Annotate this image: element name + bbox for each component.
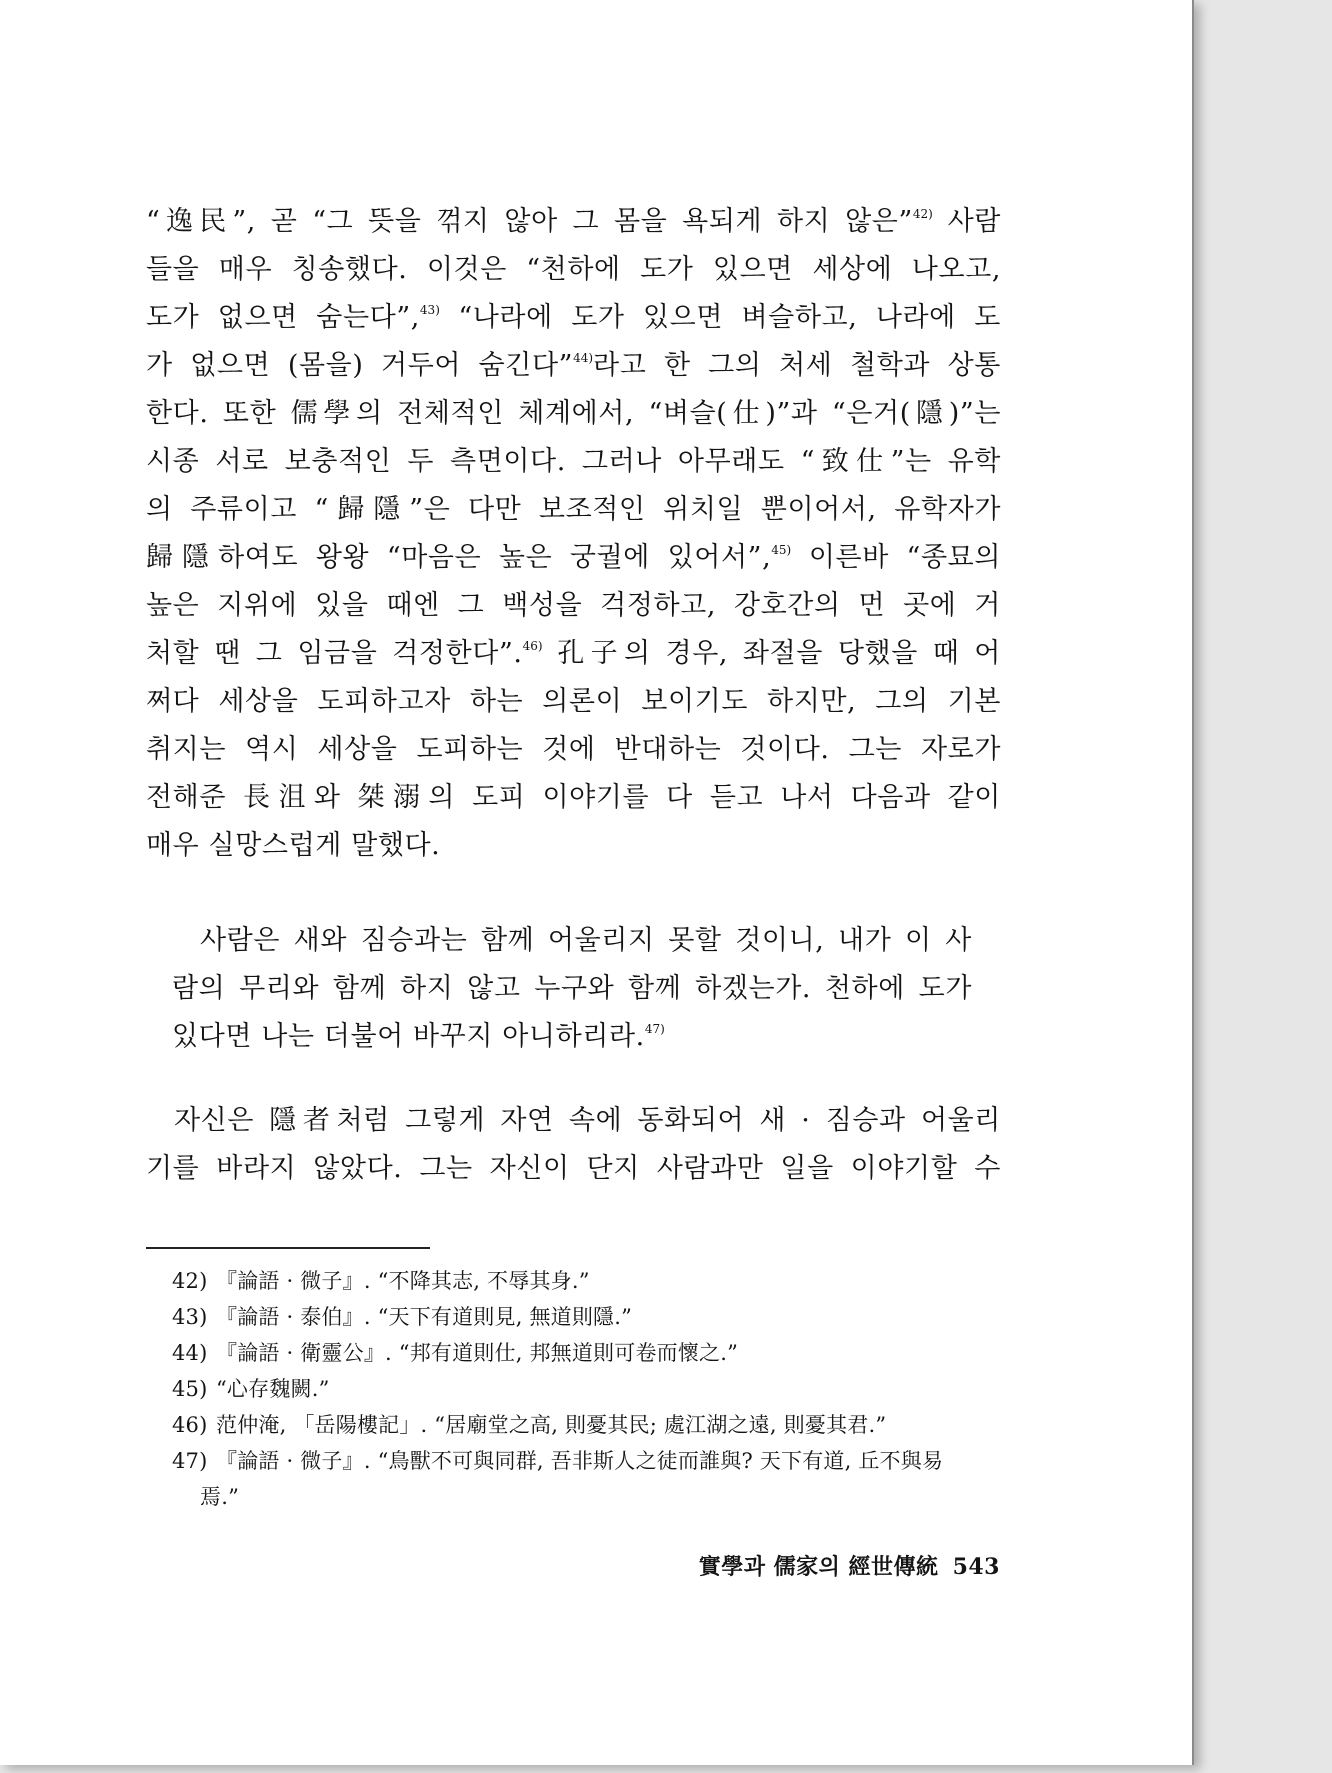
text-line: 취지는 역시 세상을 도피하는 것에 반대하는 것이다. 그는 자로가: [146, 734, 1001, 765]
running-footer: [699, 1550, 1000, 1581]
quote-line: 람의 무리와 함께 하지 않고 누구와 함께 하겠는가. 천하에 도가: [172, 973, 972, 1004]
text-line: 매우 실망스럽게 말했다.: [146, 830, 441, 861]
block-quote: [172, 917, 972, 1061]
footnote-separator: [146, 1247, 430, 1249]
text-line: 자신은 隱者처럼 그렇게 자연 속에 동화되어 새 · 짐승과 어울리: [174, 1105, 1001, 1136]
footnote-47-continuation: 焉.”: [200, 1485, 240, 1509]
text-line: 들을 매우 칭송했다. 이것은 “천하에 도가 있으면 세상에 나오고,: [146, 254, 1001, 285]
body-paragraph-2: [146, 1097, 1001, 1193]
text-line: “逸民”, 곧 “그 뜻을 꺾지 않아 그 몸을 욕되게 하지 않은”$^{42)}$ 사람: [146, 206, 1001, 237]
page-number: 543: [952, 1554, 1000, 1580]
text-line: 도가 없으면 숨는다”,$^{43)}$ “나라에 도가 있으면 벼슬하고, 나라에 도: [146, 302, 1001, 333]
footnote-ref[interactable]: 42): [912, 207, 933, 221]
footnote-ref[interactable]: 45): [771, 543, 792, 557]
footnote-47: 47) 『論語 · 微子』. “鳥獸不可與同群, 吾非斯人之徒而誰與? 天下有道, 丘不與易: [172, 1449, 944, 1473]
text-line: 높은 지위에 있을 때엔 그 백성을 걱정하고, 강호간의 먼 곳에 거: [146, 590, 1001, 621]
footnote-ref[interactable]: 44): [573, 351, 594, 365]
footnote-ref[interactable]: 43): [419, 303, 440, 317]
text-line: 가 없으면 (몸을) 거두어 숨긴다”$^{44)}$라고 한 그의 처세 철학과 상통: [146, 350, 1001, 381]
footnote-ref[interactable]: 47): [644, 1022, 665, 1036]
text-line: 기를 바라지 않았다. 그는 자신이 단지 사람과만 일을 이야기할 수: [146, 1153, 1001, 1184]
text-line: 의 주류이고 “歸隱”은 다만 보조적인 위치일 뿐이어서, 유학자가: [146, 494, 1001, 525]
footnotes: [172, 1263, 1002, 1515]
footer-title: 實學과 儒家의 經世傳統: [698, 1554, 939, 1580]
text-line: 쩌다 세상을 도피하고자 하는 의론이 보이기도 하지만, 그의 기본: [146, 686, 1001, 717]
footnote-46: 46) 范仲淹, 「岳陽樓記」. “居廟堂之高, 則憂其民; 處江湖之遠, 則憂其君.”: [172, 1413, 887, 1437]
quote-line: 있다면 나는 더불어 바꾸지 아니하리라.$^{47)}$: [172, 1021, 665, 1052]
text-line: 전해준 長沮와 桀溺의 도피 이야기를 다 듣고 나서 다음과 같이: [146, 782, 1001, 813]
text-line: 시종 서로 보충적인 두 측면이다. 그러나 아무래도 “致仕”는 유학: [146, 446, 1001, 477]
text-line: 한다. 또한 儒學의 전체적인 체계에서, “벼슬(仕)”과 “은거(隱)”는: [146, 398, 1001, 429]
footnote-45: 45) “心存魏闕.”: [172, 1377, 330, 1401]
body-paragraph-1: [146, 198, 1001, 870]
text-line: 歸隱하여도 왕왕 “마음은 높은 궁궐에 있어서”,$^{45)}$ 이른바 “종묘의: [146, 542, 1001, 573]
footnote-42: 42) 『論語 · 微子』. “不降其志, 不辱其身.”: [172, 1269, 590, 1293]
footnote-ref[interactable]: 46): [522, 639, 543, 653]
quote-line: 사람은 새와 짐승과는 함께 어울리지 못할 것이니, 내가 이 사: [200, 925, 972, 956]
footnote-44: 44) 『論語 · 衛靈公』. “邦有道則仕, 邦無道則可卷而懷之.”: [172, 1341, 739, 1365]
text-line: 처할 땐 그 임금을 걱정한다”.$^{46)}$ 孔子의 경우, 좌절을 당했을 때 어: [146, 638, 1001, 669]
footnote-43: 43) 『論語 · 泰伯』. “天下有道則見, 無道則隱.”: [172, 1305, 633, 1329]
